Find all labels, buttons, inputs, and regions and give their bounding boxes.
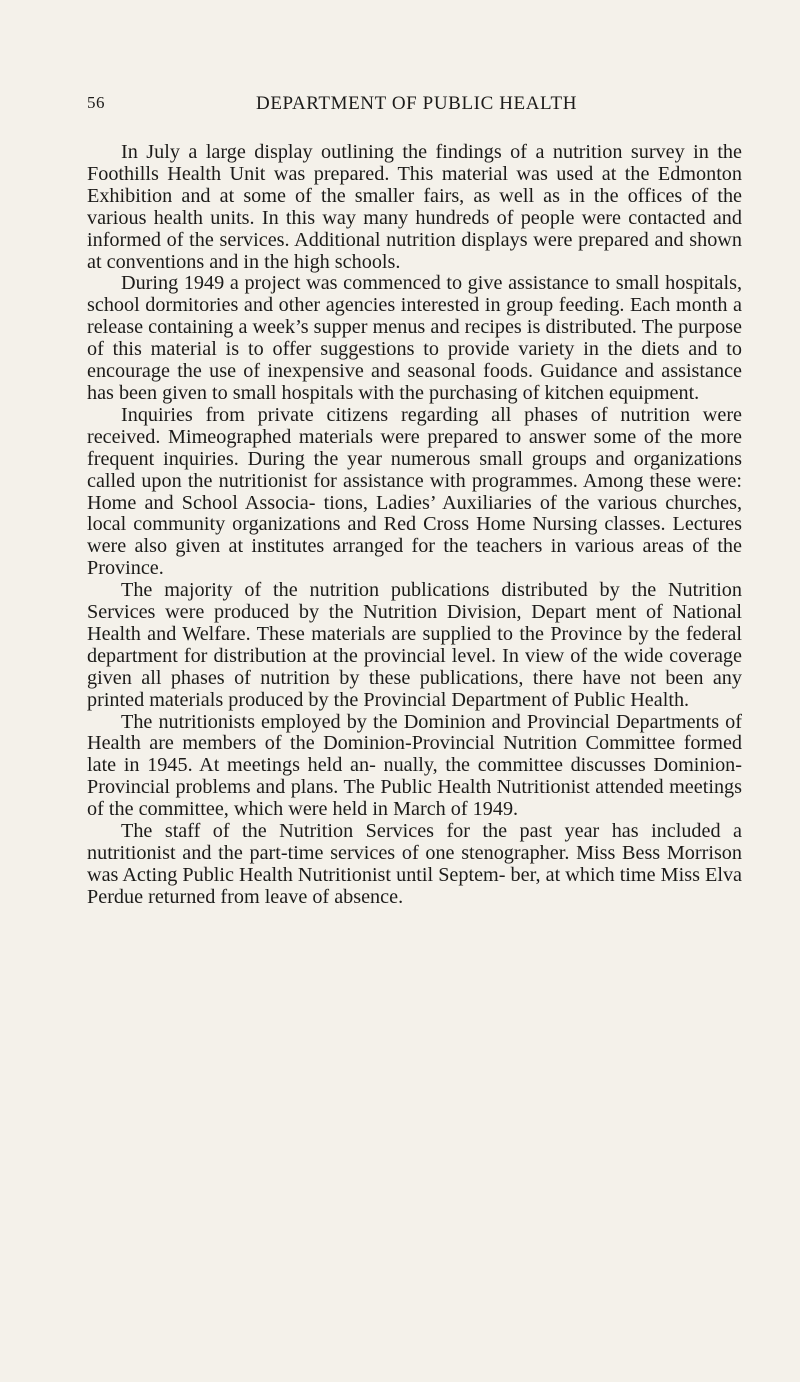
paragraph-nutrition-display: In July a large display outlining the findings of a nutrition survey in the Foothills Health Unit was prepared. This material was used at the Edmonton Exhibition and at some of the smaller fairs, as well as in the offices of the various health units. In this way many hundreds of people were contacted and informed of the services. Additional nutrition displays were prepared and shown at conventions and in the high schools.: [87, 141, 742, 273]
page-number: 56: [87, 93, 105, 112]
paragraph-group-feeding-project: During 1949 a project was commenced to give assistance to small hospitals, school dormitories and other agencies interested in group feeding. Each month a release containing a week’s supper menus and recipes is distributed. The purpose of this material is to offer suggestions to provide variety in the diets and to encourage the use of inexpensive and seasonal foods. Guidance and assistance has been given to small hospitals with the purchasing of kitchen equipment.: [87, 272, 742, 404]
paragraph-staff: The staff of the Nutrition Services for the past year has included a nutritionist and the part-time services of one stenographer. Miss Bess Morrison was Acting Public Health Nutritionist until Septem- ber, at which time Miss Elva Perdue returned from leave of absence.: [87, 820, 742, 908]
paragraph-publications: The majority of the nutrition publications distributed by the Nutrition Services were produced by the Nutrition Division, Depart ment of National Health and Welfare. These materials are supplied to the Province by the federal department for distribution at the provincial level. In view of the wide coverage given all phases of nutrition by these publications, there have not been any printed materials produced by the Provincial Department of Public Health.: [87, 579, 742, 711]
paragraph-nutrition-committee: The nutritionists employed by the Dominion and Provincial Departments of Health are members of the Dominion-Provincial Nutrition Committee formed late in 1945. At meetings held an- nually, the committee discusses Dominion-Provincial problems and plans. The Public Health Nutritionist attended meetings of the committee, which were held in March of 1949.: [87, 710, 742, 821]
body-text: [87, 142, 742, 909]
paragraph-inquiries: Inquiries from private citizens regarding all phases of nutrition were received. Mimeographed materials were prepared to answer some of the more frequent inquiries. During the year numerous small groups and organizations called upon the nutritionist for assistance with programmes. Among these were: Home and School Associa- tions, Ladies’ Auxiliaries of the various churches, local community organizations and Red Cross Home Nursing classes. Lectures were also given at institutes arranged for the teachers in various areas of the Province.: [87, 403, 742, 580]
running-head: DEPARTMENT OF PUBLIC HEALTH: [256, 93, 578, 114]
